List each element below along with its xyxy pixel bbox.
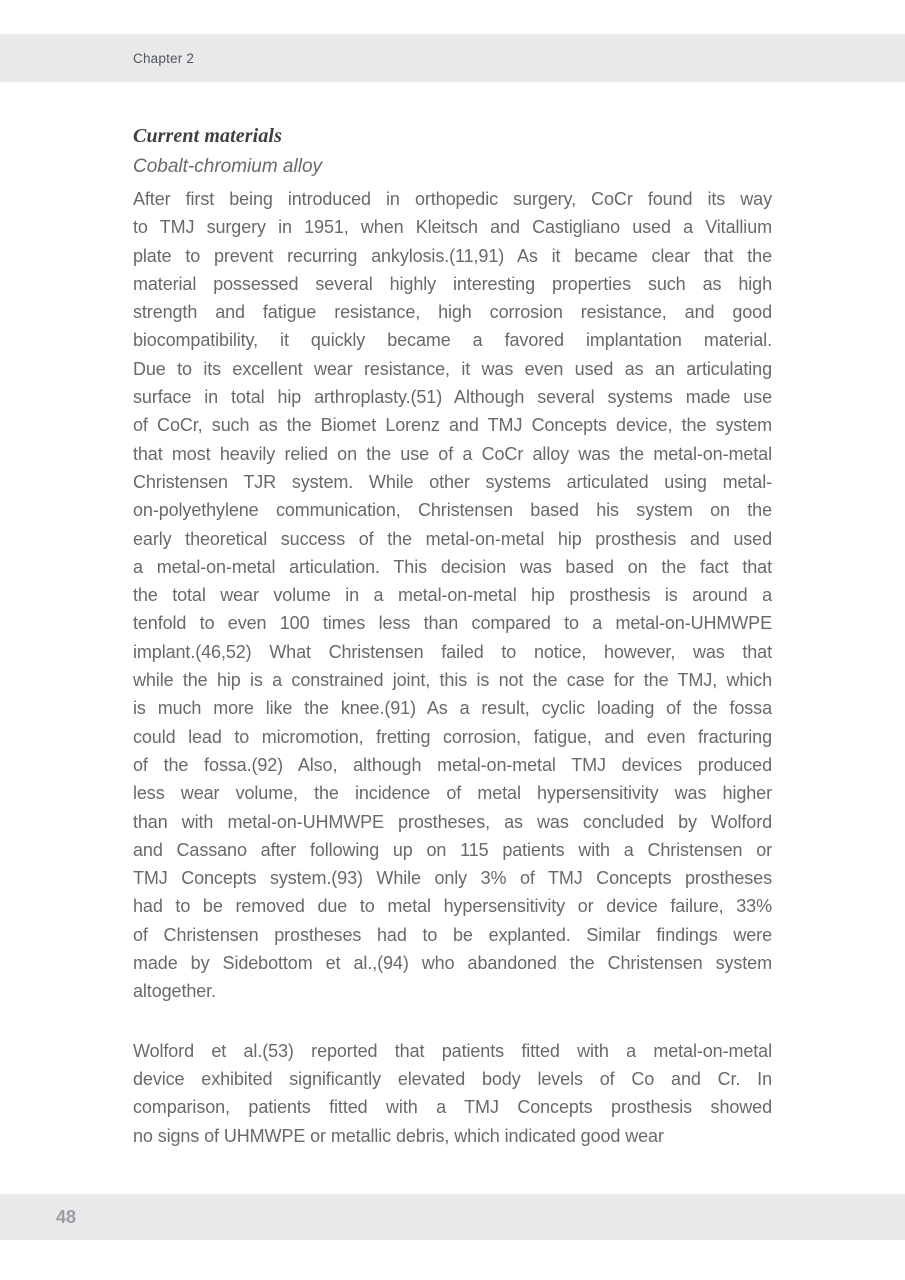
text-line: less wear volume, the incidence of metal hypersensitivity was higher: [133, 783, 772, 804]
text-line: plate to prevent recurring ankylosis.(11,91) As it became clear that the: [133, 245, 772, 266]
text-line: and Cassano after following up on 115 patients with a Christensen or: [133, 839, 772, 860]
footer-band: [0, 1194, 905, 1240]
text-line: device exhibited significantly elevated body levels of Co and Cr. In: [133, 1068, 772, 1089]
body-paragraphs: [133, 185, 772, 1150]
text-line: Due to its excellent wear resistance, it was even used as an articulating: [133, 358, 772, 379]
text-line: is much more like the knee.(91) As a result, cyclic loading of the fossa: [133, 698, 772, 719]
text-line: Wolford et al.(53) reported that patients fitted with a metal-on-metal: [133, 1040, 772, 1061]
text-line: of CoCr, such as the Biomet Lorenz and TMJ Concepts device, the system: [133, 415, 772, 436]
paragraph: [133, 1037, 772, 1150]
text-line: tenfold to even 100 times less than compared to a metal-on-UHMWPE: [133, 613, 772, 634]
text-line: altogether.: [133, 981, 216, 1002]
text-line: while the hip is a constrained joint, this is not the case for the TMJ, which: [133, 670, 772, 691]
text-line: Christensen TJR system. While other systems articulated using metal-: [133, 471, 772, 492]
page-number: 48: [56, 1206, 77, 1227]
text-line: of Christensen prostheses had to be explanted. Similar findings were: [133, 924, 772, 945]
subsection-title: Cobalt-chromium alloy: [133, 156, 323, 177]
section-title: Current materials: [133, 125, 282, 147]
text-line: comparison, patients fitted with a TMJ Concepts prosthesis showed: [133, 1097, 772, 1118]
text-line: of the fossa.(92) Also, although metal-on-metal TMJ devices produced: [133, 754, 772, 775]
text-line: made by Sidebottom et al.,(94) who abandoned the Christensen system: [133, 953, 772, 974]
text-line: early theoretical success of the metal-on-metal hip prosthesis and used: [133, 528, 772, 549]
text-line: implant.(46,52) What Christensen failed to notice, however, was that: [133, 641, 772, 662]
chapter-label: Chapter 2: [133, 50, 195, 66]
text-line: than with metal-on-UHMWPE prostheses, as was concluded by Wolford: [133, 811, 772, 832]
text-line: that most heavily relied on the use of a CoCr alloy was the metal-on-metal: [133, 443, 772, 464]
text-line: strength and fatigue resistance, high corrosion resistance, and good: [133, 302, 772, 323]
text-line: a metal-on-metal articulation. This decision was based on the fact that: [133, 556, 772, 577]
text-line: on-polyethylene communication, Christensen based his system on the: [133, 500, 772, 521]
text-line: biocompatibility, it quickly became a favored implantation material.: [133, 330, 772, 351]
text-line: the total wear volume in a metal-on-metal hip prosthesis is around a: [133, 585, 772, 606]
text-line: material possessed several highly interesting properties such as high: [133, 273, 772, 294]
text-line: TMJ Concepts system.(93) While only 3% of TMJ Concepts prostheses: [133, 868, 772, 889]
text-line: no signs of UHMWPE or metallic debris, which indicated good wear: [133, 1125, 664, 1146]
text-line: had to be removed due to metal hypersensitivity or device failure, 33%: [133, 896, 772, 917]
paragraph: [133, 185, 772, 1006]
text-line: After first being introduced in orthopedic surgery, CoCr found its way: [133, 189, 772, 209]
text-line: surface in total hip arthroplasty.(51) Although several systems made use: [133, 387, 772, 408]
text-line: could lead to micromotion, fretting corrosion, fatigue, and even fracturing: [133, 726, 772, 747]
text-line: to TMJ surgery in 1951, when Kleitsch and Castigliano used a Vitallium: [133, 217, 772, 238]
